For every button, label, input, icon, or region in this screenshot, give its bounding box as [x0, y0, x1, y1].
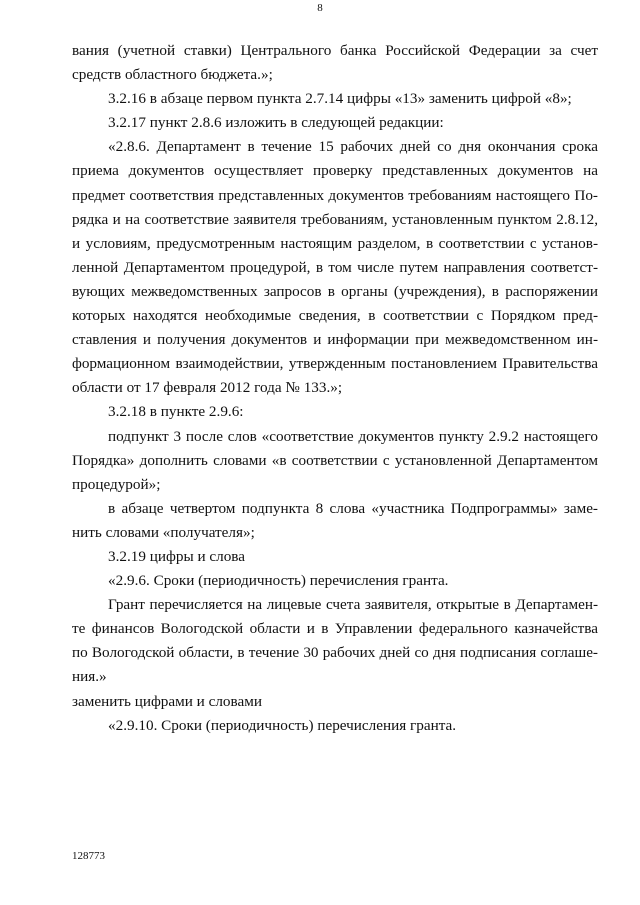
text-line: 3.2.18 в пункте 2.9.6:	[108, 403, 244, 421]
text-line: ленной Департаментом процедурой, в том числе путем направления соответст-	[72, 258, 598, 276]
text-line: «2.9.6. Сроки (периодичность) перечисления гранта.	[108, 572, 449, 590]
text-line: ставления и получения документов и информации при межведомственном ин-	[72, 331, 598, 349]
text-line: те финансов Вологодской области и в Управлении федерального казначейства	[72, 620, 598, 638]
text-line: в абзаце четвертом подпункта 8 слова «участника Подпрограммы» заме-	[108, 499, 598, 517]
text-line: процедурой»;	[72, 475, 161, 493]
text-line: Порядка» дополнить словами «в соответствии с установленной Департаментом	[72, 451, 598, 469]
text-line: и условиям, предусмотренным настоящим разделом, в соответствии с установ-	[72, 234, 598, 252]
text-line: «2.9.10. Сроки (периодичность) перечисления гранта.	[108, 716, 457, 734]
text-line: «2.8.6. Департамент в течение 15 рабочих дней со дня окончания срока	[108, 138, 598, 156]
text-line: которых находятся необходимые сведения, в соответствии с Порядком пред-	[72, 307, 598, 325]
text-line: формационном взаимодействии, утвержденным постановлением Правительства	[72, 355, 598, 373]
text-line: предмет соответствия представленных документов требованиям настоящего По-	[72, 186, 598, 204]
text-line: вующих межведомственных запросов в органы (учреждения), в распоряжении	[72, 282, 598, 300]
text-line: ния.»	[72, 668, 107, 686]
text-line: 3.2.16 в абзаце первом пункта 2.7.14 цифры «13» заменить цифрой «8»;	[108, 90, 572, 108]
text-line: 3.2.19 цифры и слова	[108, 547, 246, 565]
document-body	[72, 39, 598, 738]
text-line: заменить цифрами и словами	[72, 692, 262, 710]
text-line: 3.2.17 пункт 2.8.6 изложить в следующей редакции:	[108, 114, 444, 132]
footer-document-code: 128773	[72, 850, 105, 862]
text-line: нить словами «получателя»;	[72, 523, 255, 541]
text-line: области от 17 февраля 2012 года № 133.»;	[72, 379, 343, 397]
text-line: средств областного бюджета.»;	[72, 66, 273, 84]
text-line: вания (учетной ставки) Центрального банка Российской Федерации за счет	[72, 42, 598, 59]
text-line: Грант перечисляется на лицевые счета заявителя, открытые в Департамен-	[108, 596, 598, 614]
page-number: 8	[317, 2, 323, 14]
text-line: рядка и на соответствие заявителя требованиям, установленным пунктом 2.8.12,	[72, 210, 598, 228]
text-line: подпункт 3 после слов «соответствие документов пункту 2.9.2 настоящего	[108, 427, 598, 445]
text-line: по Вологодской области, в течение 30 рабочих дней со дня подписания соглаше-	[72, 644, 598, 662]
text-line: приема документов осуществляет проверку представленных документов на	[72, 162, 598, 180]
